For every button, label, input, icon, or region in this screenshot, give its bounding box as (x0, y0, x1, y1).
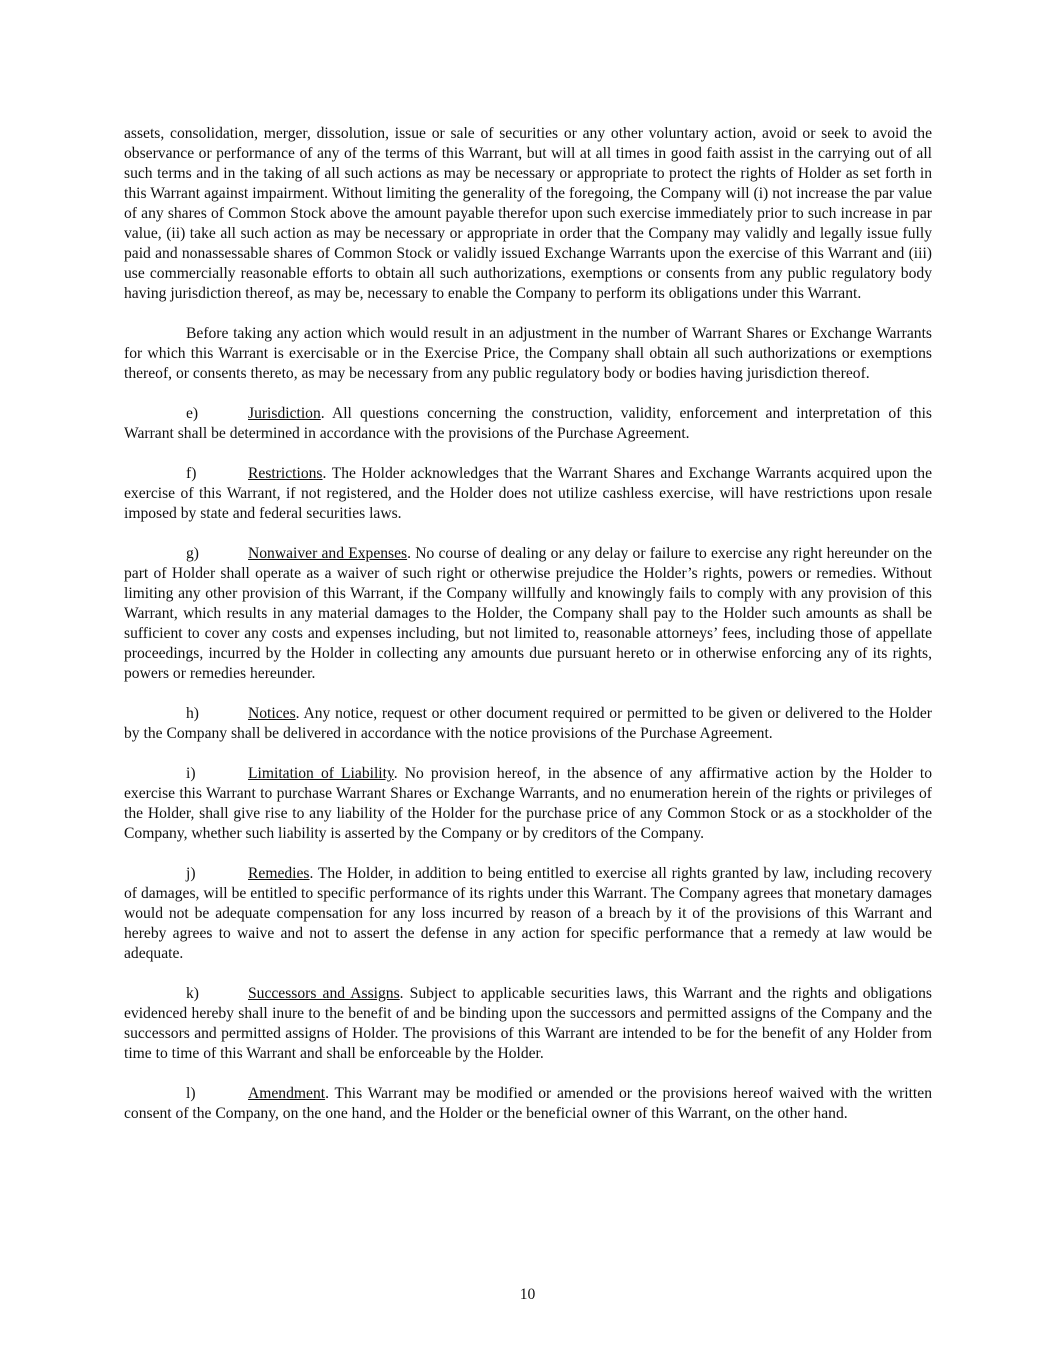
item-title: Amendment (248, 1085, 326, 1102)
item-letter: h) (186, 705, 199, 722)
section-item-remedies (124, 864, 932, 964)
item-letter: j) (186, 865, 196, 882)
item-title: Remedies (248, 865, 310, 882)
item-text: . The Holder, in addition to being entitled to exercise all rights granted by law, including recovery of damages, will be entitled to specific performance of its rights under this Warrant. The Company agrees that monetary damages would not be adequate compensation for any loss incurred by reason of a breach by it of the provisions of this Warrant and hereby agrees to waive and not to assert the defense in any action for specific performance that a remedy at law would be adequate. (124, 865, 932, 962)
item-title: Restrictions (248, 465, 323, 482)
item-title: Successors and Assigns (248, 985, 400, 1002)
section-item-restrictions (124, 464, 932, 524)
item-text: . No provision hereof, in the absence of any affirmative action by the Holder to exercise this Warrant to purchase Warrant Shares or Exchange Warrants, and no enumeration herein of the rights or privileges of the Holder, shall give rise to any liability of the Holder for the purchase price of any Common Stock or as a stockholder of the Company, whether such liability is asserted by the Company or by creditors of the Company. (124, 765, 933, 842)
section-item-successors-and-assigns (124, 984, 932, 1064)
section-item-notices (124, 704, 932, 744)
opening-paragraph: assets, consolidation, merger, dissolution, issue or sale of securities or any other voluntary action, avoid or seek to avoid the observance or performance of any of the terms of this Warrant, but will at all times in good faith assist in the carrying out of all such terms and in the taking of all such actions as may be necessary or appropriate to protect the rights of Holder as set forth in this Warrant against impairment. Without limiting the generality of the foregoing, the Company will (i) not increase the par value of any shares of Common Stock above the amount payable therefor upon such exercise immediately prior to such increase in par value, (ii) take all such action as may be necessary or appropriate in order that the Company may validly and legally issue fully paid and nonassessable shares of Common Stock or validly issued Exchange Warrants upon the exercise of this Warrant and (iii) use commercially reasonable efforts to obtain all such authorizations, exemptions or consents from any public regulatory body having jurisdiction thereof, as may be, necessary to enable the Company to perform its obligations under this Warrant. (124, 125, 932, 302)
item-title: Jurisdiction (248, 405, 321, 422)
item-letter: g) (186, 545, 199, 562)
section-item-amendment (124, 1084, 932, 1124)
item-text: . Any notice, request or other document required or permitted to be given or delivered to the Holder by the Company shall be delivered in accordance with the notice provisions of the Purchase Agreement. (124, 705, 932, 742)
item-letter: l) (186, 1085, 196, 1102)
document-body (124, 124, 932, 1144)
adjustment-paragraph: Before taking any action which would result in an adjustment in the number of Warrant Shares or Exchange Warrants for which this Warrant is exercisable or in the Exercise Price, the Company shall obtain all such authorizations or exemptions thereof, or consents thereto, as may be necessary from any public regulatory body or bodies having jurisdiction thereof. (124, 325, 932, 382)
section-item-jurisdiction (124, 404, 932, 444)
item-text: . This Warrant may be modified or amended or the provisions hereof waived with the written consent of the Company, on the one hand, and the Holder or the beneficial owner of this Warrant, on the other hand. (124, 1085, 932, 1122)
item-title: Notices (248, 705, 296, 722)
item-text: . Subject to applicable securities laws, this Warrant and the rights and obligations evidenced hereby shall inure to the benefit of and be binding upon the successors and permitted assigns of the Company and the successors and permitted assigns of Holder. The provisions of this Warrant are intended to be for the benefit of any Holder from time to time of this Warrant and shall be enforceable by the Holder. (124, 985, 932, 1062)
page-number: 10 (519, 1286, 536, 1303)
item-text: . The Holder acknowledges that the Warrant Shares and Exchange Warrants acquired upon the exercise of this Warrant, if not registered, and the Holder does not utilize cashless exercise, will have restrictions upon resale imposed by state and federal securities laws. (124, 465, 932, 522)
item-text: . All questions concerning the construction, validity, enforcement and interpretation of this Warrant shall be determined in accordance with the provisions of the Purchase Agreement. (124, 405, 932, 442)
item-letter: i) (186, 765, 196, 782)
section-item-nonwaiver (124, 544, 932, 684)
item-letter: f) (186, 465, 197, 482)
item-letter: e) (186, 405, 199, 422)
section-item-limitation-of-liability (124, 764, 932, 844)
item-title: Nonwaiver and Expenses (248, 545, 408, 562)
item-title: Limitation of Liability (248, 765, 394, 782)
item-text: . No course of dealing or any delay or failure to exercise any right hereunder on the part of Holder shall operate as a waiver of such right or otherwise prejudice the Holder’s rights, powers or remedies. Without limiting any other provision of this Warrant, if the Company willfully and knowingly fails to comply with any provision of this Warrant, which results in any material damages to the Holder, the Company shall pay to the Holder such amounts as shall be sufficient to cover any costs and expenses including, but not limited to, reasonable attorneys’ fees, including those of appellate proceedings, incurred by the Holder in collecting any amounts due pursuant hereto or in otherwise enforcing any of its rights, powers or remedies hereunder. (124, 545, 932, 682)
item-letter: k) (186, 985, 199, 1002)
